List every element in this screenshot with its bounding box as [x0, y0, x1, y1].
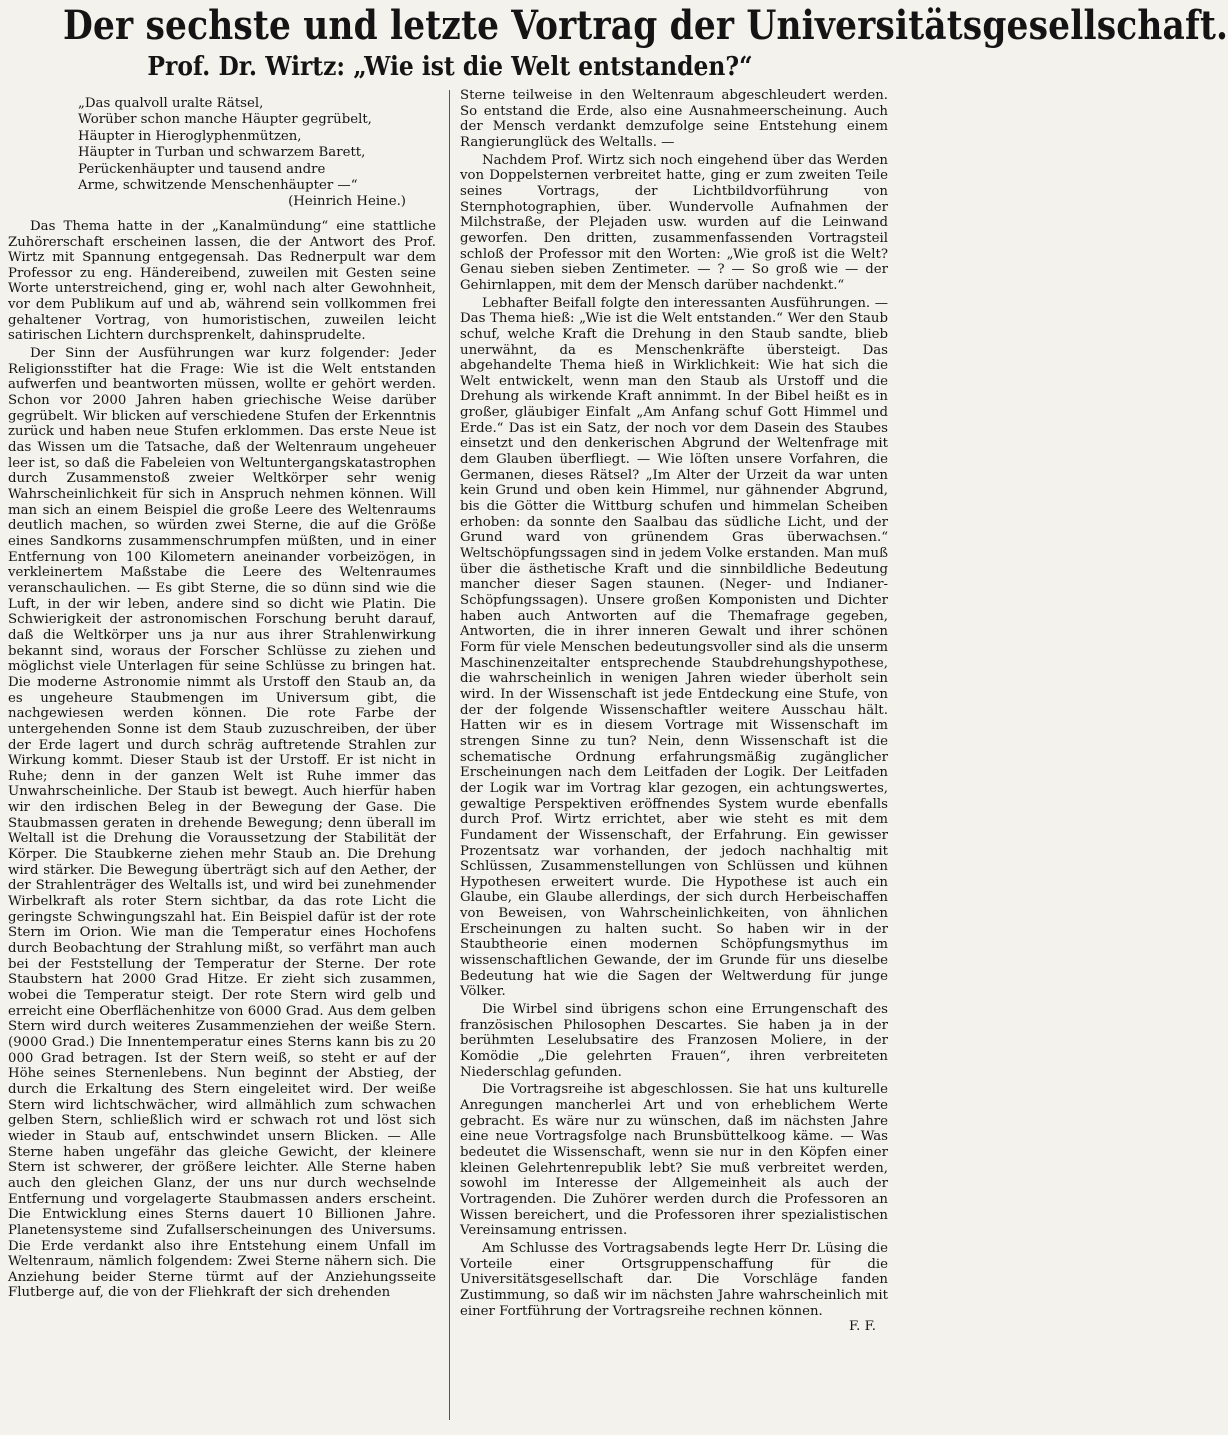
poem-line: Häupter in Hieroglyphenmützen,	[78, 128, 302, 144]
article-paragraph: Nachdem Prof. Wirtz sich noch eingehend über das Werden von Doppelsternen verbreitet hatte, ging er zum zweiten Teile seines Vortrags, der Lichtbildvorführung von Sternphotographien, über. Wundervolle Aufnahmen der Milchstraße, der Plejaden usw. wurden auf die Leinwand geworfen. Den dritten, zusammenfassenden Vortragsteil schloß der Professor mit den Worten: „Wie groß ist die Welt? Genau sieben sieben Zentimeter. — ? — So groß wie — der Gehirnlappen, mit dem der Mensch darüber nachdenkt.“	[460, 152, 888, 293]
subhead: Prof. Dr. Wirtz: „Wie ist die Welt entstanden?“	[147, 52, 753, 82]
poem-line: Perückenhäupter und tausend andre	[78, 161, 326, 177]
author-signature: F. F.	[849, 1319, 876, 1335]
poem-epigraph	[78, 96, 436, 211]
article-paragraph: Die Vortragsreihe ist abgeschlossen. Sie hat uns kulturelle Anregungen mancherlei Art und von erheblichem Werte gebracht. Es wäre nur zu wünschen, daß im nächsten Jahre eine neue Vortragsfolge nach Brunsbüttelkoog käme. — Was bedeutet die Wissenschaft, wenn sie nur in den Köpfen einer kleinen Gelehrtenrepublik lebt? Sie muß verbreitet werden, sowohl im Interesse der Allgemeinheit als auch der Vortragenden. Die Zuhörer werden durch die Professoren an Wissen bereichert, und die Professoren ihrer spezialistischen Vereinsamung entrissen.	[460, 1082, 888, 1239]
article-paragraph: Lebhafter Beifall folgte den interessanten Ausführungen. — Das Thema hieß: „Wie ist die Welt entstanden.“ Wer den Staub schuf, welche Kraft die Drehung in den Staub sandte, blieb unerwähnt, da es Menschenkräfte übersteigt. Das abgehandelte Thema hieß in Wirklichkeit: Wie hat sich die Welt entwickelt, wenn man den Staub als Urstoff und die Drehung als wirkende Kraft annimmt. In der Bibel heißt es in großer, gläubiger Einfalt „Am Anfang schuf Gott Himmel und Erde.“ Das ist ein Satz, der noch vor dem Dasein des Staubes einsetzt und den denkerischen Abgrund der Weltenfrage mit dem Glauben überfliegt. — Wie löſten unsere Vorfahren, die Germanen, dieses Rätsel? „Im Alter der Urzeit da war unten kein Grund und oben kein Himmel, nur gähnender Abgrund, bis die Götter die Wittburg schufen und himmelan Scheiben erhoben: da sonnte den Saalbau das südliche Licht, und der Grund ward von grünendem Gras überwachsen.“ Weltschöpfungssagen sind in jedem Volke erstanden. Man muß über die ästhetische Kraft und die sinnbildliche Bedeutung mancher dieser Sagen staunen. (Neger- und Indianer-Schöpfungssagen). Unsere großen Komponisten und Dichter haben auch Antworten auf die Themafrage gegeben, Antworten, die in ihrer inneren Gewalt und ihrer schönen Form für viele Menschen bedeutungsvoller sind als die unserm Maschinenzeitalter entsprechende Staubdrehungshypothese, die wahrscheinlich in wenigen Jahren wieder überholt sein wird. In der Wissenschaft ist jede Entdeckung eine Stufe, von der der folgende Wissenschaftler weitere Ausschau hält. Hatten wir es in diesem Vortrage mit Wissenschaft im strengen Sinne zu tun? Nein, denn Wissenschaft ist die schematische Ordnung erfahrungsmäßig zugänglicher Erscheinungen nach dem Leitfaden der Logik. Der Leitfaden der Logik war im Vortrag klar gezogen, ein achtungswertes, gewaltige Perspektiven eröffnendes System wurde ebenfalls durch Prof. Wirtz errichtet, aber wie steht es mit dem Fundament der Wissenschaft, der Erfahrung. Ein gewisser Prozentsatz war vorhanden, der jedoch nachhaltig mit Schlüssen, Zusammenstellungen von Schlüssen und kühnen Hypothesen erweitert wurde. Die Hypothese ist auch ein Glaube, ein Glaube allerdings, der sich durch Herbeischaffen von Beweisen, von Wahrscheinlichkeiten, von ähnlichen Erscheinungen zu halten sucht. So haben wir in der Staubtheorie einen modernen Schöpfungsmythus im wissenschaftlichen Gewande, der im Grunde für uns dieselbe Bedeutung hat wie die Sagen der Weltwerdung für junge Völker.	[460, 295, 888, 1000]
article-paragraph: Sterne teilweise in den Weltenraum abgeschleudert werden. So entstand die Erde, also eine Ausnahmeerscheinung. Auch der Mensch verdankt demzufolge seine Entstehung einem Rangierunglück des Weltalls. —	[460, 88, 888, 150]
column-divider	[449, 90, 450, 1420]
article-paragraph: Am Schlusse des Vortragsabends legte Herr Dr. Lüsing die Vorteile einer Ortsgruppenschaffung für die Universitätsgesellschaft dar. Die Vorschläge fanden Zustimmung, so daß wir im nächsten Jahre wahrscheinlich mit einer Fortführung der Vortragsreihe rechnen können.	[460, 1240, 888, 1319]
poem-line: „Das qualvoll uralte Rätsel,	[78, 96, 264, 111]
left-column	[8, 88, 436, 1428]
poem-line: Arme, schwitzende Menschenhäupter —“	[78, 178, 358, 194]
poem-line: Häupter in Turban und schwarzem Barett,	[78, 145, 366, 161]
article-paragraph: Der Sinn der Ausführungen war kurz folgender: Jeder Religionsstifter hat die Frage: Wie ist die Welt entstanden aufwerfen und beantworten müssen, wollte er gehört werden. Schon vor 2000 Jahren haben griechische Weise darüber gegrübelt. Wir blicken auf verschiedene Stufen der Erkenntnis zurück und haben neue Stufen erklommen. Das erste Neue ist das Wissen um die Tatsache, daß der Weltenraum ungeheuer leer ist, so daß die Fabeleien von Weltuntergangskatastrophen durch Zusammenstoß zweier Weltkörper sehr wenig Wahrscheinlichkeit für sich in Anspruch nehmen können. Will man sich an einem Beispiel die große Leere des Weltenraums deutlich machen, so würden zwei Sterne, die auf die Größe eines Sandkorns zusammenschrumpfen müßten, und in einer Entfernung von 100 Kilometern aneinander vorbeizögen, in verkleinertem Maßstabe die Leere des Weltenraumes veranschaulichen. — Es gibt Sterne, die so dünn sind wie die Luft, in der wir leben, andere sind so dicht wie Platin. Die Schwierigkeit der astronomischen Forschung beruht darauf, daß die Weltkörper uns ja nur aus ihrer Strahlenwirkung bekannt sind, woraus der Forscher Schlüsse zu ziehen und möglichst viele Unterlagen für seine Schlüsse zu bringen hat. Die moderne Astronomie nimmt als Urstoff den Staub an, da es ungeheure Staubmengen im Universum gibt, die nachgewiesen werden können. Die rote Farbe der untergehenden Sonne ist dem Staub zuzuschreiben, der über der Erde lagert und durch schräg auftretende Strahlen zur Wirkung kommt. Dieser Staub ist der Urstoff. Er ist nicht in Ruhe; denn in der ganzen Welt ist Ruhe immer das Unwahrscheinliche. Der Staub ist bewegt. Auch hierfür haben wir den irdischen Beleg in der Bewegung der Gase. Die Staubmassen geraten in drehende Bewegung; denn überall im Weltall ist die Drehung die Voraussetzung der Stabilität der Körper. Die Staubkerne ziehen mehr Staub an. Die Drehung wird stärker. Die Bewegung überträgt sich auf den Aether, der der Strahlenträger des Weltalls ist, und wird bei zunehmender Wirbelkraft als roter Stern sichtbar, da das rote Licht die geringste Schwingungszahl hat. Ein Beispiel dafür ist der rote Stern im Orion. Wie man die Temperatur eines Hochofens durch Beobachtung der Strahlung mißt, so verfährt man auch bei der Feststellung der Temperatur der Sterne. Der rote Staubstern hat 2000 Grad Hitze. Er zieht sich zusammen, wobei die Temperatur steigt. Der rote Stern wird gelb und erreicht eine Oberflächenhitze von 6000 Grad. Aus dem gelben Stern wird durch weiteres Zusammenziehen der weiße Stern. (9000 Grad.) Die Innentemperatur eines Sterns kann bis zu 20 000 Grad betragen. Ist der Stern weiß, so steht er auf der Höhe seines Sternenlebens. Nun beginnt der Abstieg, der durch die Erkaltung des Stern eingeleitet wird. Der weiße Stern wird lichtschwächer, wird allmählich zum schwachen gelben Stern, schließlich wird er schwach rot und löst sich wieder in Staub auf, entschwindet unsern Blicken. — Alle Sterne haben ungefähr das gleiche Gewicht, der kleinere Stern ist schwerer, der größere leichter. Alle Sterne haben auch den gleichen Glanz, der uns nur durch wechselnde Entfernung und vorgelagerte Staubmassen anders erscheint. Die Entwicklung eines Sterns dauert 10 Billionen Jahre. Planetensysteme sind Zufallserscheinungen des Universums. Die Erde verdankt also ihre Entstehung einem Unfall im Weltenraum, nämlich folgendem: Zwei Sterne nähern sich. Die Anziehung beider Sterne türmt auf der Anziehungsseite Flutberge auf, die von der Fliehkraft der sich drehenden	[8, 346, 436, 1301]
poem-line: Worüber schon manche Häupter gegrübelt,	[78, 112, 372, 128]
article-paragraph: Die Wirbel sind übrigens schon eine Errungenschaft des französischen Philosophen Descartes. Sie haben ja in der berühmten Leselubsatire des Franzosen Moliere, in der Komödie „Die gelehrten Frauen“, ihren verbreiteten Niederschlag gefunden.	[460, 1002, 888, 1080]
poem-author: (Heinrich Heine.)	[288, 194, 406, 210]
article-paragraph: Das Thema hatte in der „Kanalmündung“ eine stattliche Zuhörerschaft erscheinen lassen, die der Antwort des Prof. Wirtz mit Spannung entgegensah. Das Rednerpult war dem Professor zu eng. Händereibend, zuweilen mit Gesten seine Worte unterstreichend, ging er, wohl nach alter Gewohnheit, vor dem Publikum auf und ab, während sein vollkommen frei gehaltener Vortrag, von humoristischen, zuweilen leicht satirischen Lichtern durchsprenkelt, dahinsprudelte.	[8, 218, 436, 344]
headline: Der sechste und letzte Vortrag der Universitätsgesellschaft.	[63, 2, 1228, 49]
right-column	[460, 88, 888, 1428]
